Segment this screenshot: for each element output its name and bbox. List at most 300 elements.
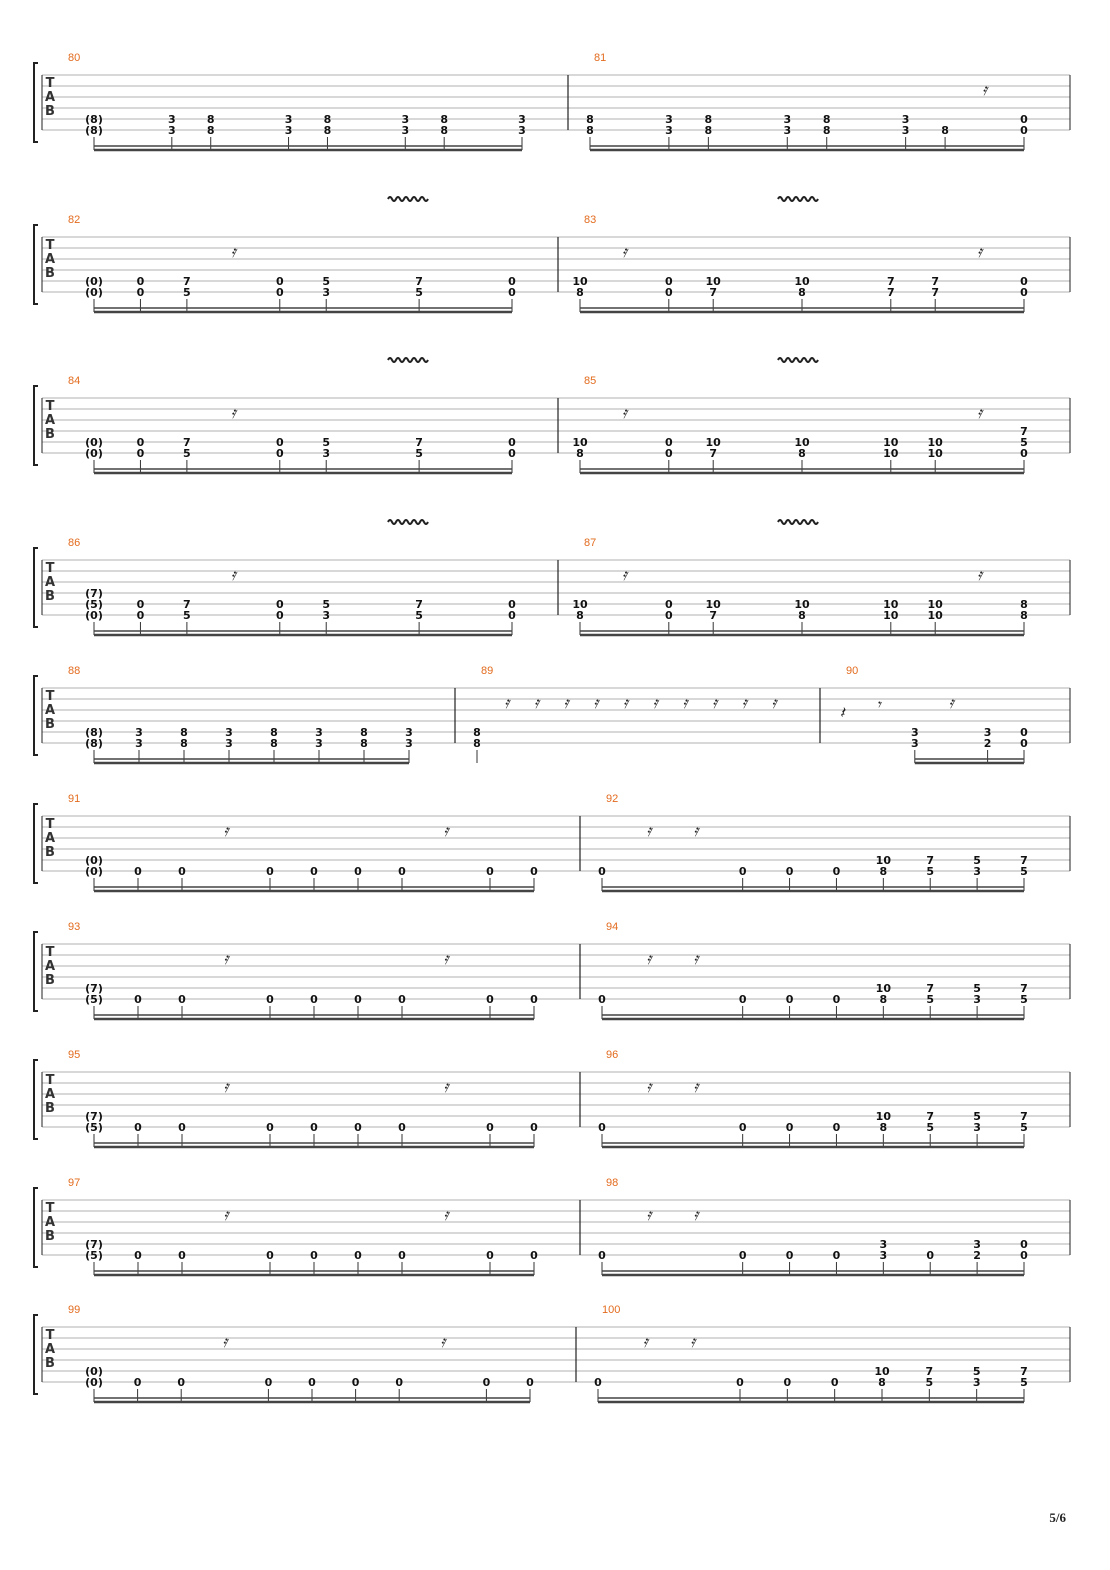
- tab-letter: B: [45, 845, 55, 860]
- fret-number: 7: [1020, 1110, 1028, 1123]
- fret-number: 3: [983, 726, 992, 739]
- fret-number: 8: [941, 124, 949, 137]
- fret-number: 8: [1020, 609, 1028, 622]
- fret-number: 7: [1020, 854, 1028, 867]
- fret-number: 3: [910, 737, 919, 750]
- system-bracket: [34, 1060, 38, 1139]
- fret-number: 0: [832, 865, 841, 878]
- fret-number: 0: [508, 598, 516, 611]
- vibrato-mark: [388, 520, 428, 524]
- tab-letter: B: [45, 266, 55, 281]
- fret-number: 5: [972, 1365, 981, 1378]
- fret-number: 7: [415, 436, 423, 449]
- sixteenth-rest: 𝄿: [646, 1205, 652, 1224]
- fret-number: 0: [785, 1121, 794, 1134]
- fret-number: 3: [167, 124, 176, 137]
- system-bracket: [34, 1188, 38, 1267]
- measure-number: 100: [602, 1304, 621, 1316]
- measure-number: 84: [68, 375, 81, 387]
- fret-number: 8: [270, 737, 278, 750]
- fret-number: 0: [308, 1376, 316, 1389]
- tab-letter: B: [45, 427, 55, 442]
- fret-number: 10: [875, 1110, 891, 1123]
- measure: [68, 1304, 534, 1402]
- sixteenth-rest: 𝄿: [230, 565, 236, 584]
- measure-number: 83: [584, 214, 597, 226]
- measure-number: 91: [68, 793, 81, 805]
- fret-number: 0: [664, 609, 673, 622]
- measure: [68, 1177, 538, 1275]
- fret-number: 8: [704, 113, 713, 126]
- sixteenth-rest: 𝄿: [440, 1332, 446, 1351]
- sixteenth-rest: 𝄿: [977, 242, 983, 261]
- fret-number: 8: [180, 737, 188, 750]
- fret-number: (5): [85, 993, 103, 1006]
- fret-number: (0): [85, 865, 103, 878]
- tab-letter: T: [45, 1073, 55, 1088]
- fret-number: 0: [1020, 275, 1028, 288]
- fret-number: 8: [798, 609, 806, 622]
- fret-number: 2: [983, 737, 992, 750]
- tab-letter: A: [44, 1215, 56, 1230]
- tab-letter: A: [44, 1342, 56, 1357]
- tab-letter: B: [45, 589, 55, 604]
- measure-number: 89: [481, 665, 494, 677]
- measure-number: 95: [68, 1049, 81, 1061]
- fret-number: (8): [85, 737, 103, 750]
- system-bracket: [34, 1315, 38, 1394]
- fret-number: 0: [398, 1249, 406, 1262]
- tab-letter: B: [45, 1229, 55, 1244]
- fret-number: 5: [926, 1121, 935, 1134]
- fret-number: (7): [85, 982, 103, 995]
- fret-number: 3: [284, 113, 293, 126]
- fret-number: 7: [1020, 425, 1028, 438]
- fret-number: 8: [879, 865, 888, 878]
- fret-number: 0: [266, 1249, 274, 1262]
- fret-number: 5: [183, 286, 191, 299]
- fret-number: 7: [926, 854, 935, 867]
- fret-number: 3: [135, 726, 143, 739]
- fret-number: 5: [926, 865, 935, 878]
- fret-number: 5: [973, 854, 981, 867]
- fret-number: 3: [401, 113, 410, 126]
- measure-number: 97: [68, 1177, 81, 1189]
- fret-number: 10: [927, 447, 943, 460]
- fret-number: 3: [901, 124, 910, 137]
- sixteenth-rest: 𝄿: [563, 693, 569, 712]
- fret-number: 8: [206, 124, 215, 137]
- measure-number: 92: [606, 793, 619, 805]
- fret-number: 7: [415, 275, 423, 288]
- fret-number: 10: [874, 1365, 890, 1378]
- sixteenth-rest: 𝄿: [982, 80, 987, 99]
- fret-number: 7: [709, 286, 718, 299]
- fret-number: 0: [598, 993, 606, 1006]
- fret-number: 3: [973, 1238, 981, 1251]
- fret-number: 0: [738, 865, 747, 878]
- measure: [68, 665, 413, 763]
- tab-letter: A: [44, 90, 56, 105]
- fret-number: (5): [85, 598, 103, 611]
- measure-number: 82: [68, 214, 81, 226]
- tab-letter: B: [45, 717, 55, 732]
- fret-number: (0): [85, 609, 103, 622]
- fret-number: 0: [738, 993, 747, 1006]
- sixteenth-rest: 𝄿: [623, 693, 628, 712]
- fret-number: 8: [576, 447, 584, 460]
- fret-number: 3: [405, 737, 413, 750]
- fret-number: 0: [785, 865, 794, 878]
- fret-number: 3: [322, 447, 331, 460]
- fret-number: 0: [598, 865, 606, 878]
- fret-number: 3: [518, 113, 526, 126]
- fret-number: 0: [926, 1249, 935, 1262]
- fret-number: 7: [415, 598, 423, 611]
- sixteenth-rest: 𝄿: [682, 693, 688, 712]
- tab-letter: B: [45, 104, 55, 119]
- fret-number: 0: [178, 1121, 186, 1134]
- fret-number: 0: [530, 993, 538, 1006]
- fret-number: 3: [322, 286, 331, 299]
- fret-number: 0: [486, 1121, 494, 1134]
- fret-number: 10: [927, 436, 943, 449]
- system-bracket: [34, 676, 38, 755]
- fret-number: 3: [910, 726, 919, 739]
- page-number: 5/6: [1049, 1510, 1066, 1525]
- fret-number: 0: [398, 993, 406, 1006]
- fret-number: 3: [518, 124, 526, 137]
- fret-number: 10: [794, 275, 810, 288]
- fret-number: 0: [508, 436, 516, 449]
- fret-number: 0: [486, 1249, 494, 1262]
- fret-number: 10: [572, 275, 588, 288]
- sixteenth-rest: 𝄿: [621, 242, 627, 261]
- fret-number: 3: [405, 726, 413, 739]
- fret-number: 0: [1020, 113, 1028, 126]
- fret-number: 8: [473, 726, 481, 739]
- fret-number: 0: [785, 1249, 794, 1262]
- fret-number: 0: [738, 1121, 747, 1134]
- fret-number: 0: [832, 993, 841, 1006]
- fret-number: (7): [85, 1238, 103, 1251]
- measure: [68, 375, 516, 473]
- fret-number: 0: [275, 275, 284, 288]
- sixteenth-rest: 𝄿: [977, 403, 983, 422]
- fret-number: 0: [134, 1249, 142, 1262]
- vibrato-mark: [778, 197, 818, 201]
- fret-number: 8: [879, 1121, 888, 1134]
- fret-number: 0: [133, 1376, 142, 1389]
- tab-system: [34, 1177, 1070, 1275]
- sixteenth-rest: 𝄿: [533, 693, 539, 712]
- fret-number: 10: [883, 609, 899, 622]
- measure-number: 94: [606, 921, 619, 933]
- fret-number: 0: [310, 1249, 318, 1262]
- fret-number: (7): [85, 1110, 103, 1123]
- tab-system: [34, 520, 1070, 635]
- sixteenth-rest: 𝄿: [771, 693, 777, 712]
- fret-number: 8: [270, 726, 278, 739]
- fret-number: (0): [85, 854, 103, 867]
- fret-number: 3: [665, 124, 673, 137]
- fret-number: 8: [798, 447, 806, 460]
- fret-number: 5: [415, 286, 423, 299]
- fret-number: 0: [508, 447, 516, 460]
- fret-number: 3: [401, 124, 410, 137]
- fret-number: 8: [822, 113, 831, 126]
- vibrato-mark: [388, 358, 428, 362]
- fret-number: 0: [785, 993, 794, 1006]
- fret-number: 10: [927, 609, 943, 622]
- system-bracket: [34, 225, 38, 304]
- fret-number: 0: [354, 993, 362, 1006]
- tab-system: [34, 358, 1070, 473]
- tab-system: [34, 921, 1070, 1019]
- fret-number: 0: [530, 1121, 538, 1134]
- fret-number: 0: [266, 1121, 274, 1134]
- fret-number: 8: [576, 286, 584, 299]
- fret-number: 0: [832, 1249, 841, 1262]
- fret-number: 0: [275, 286, 284, 299]
- fret-number: 10: [794, 436, 810, 449]
- measure: [572, 375, 1028, 473]
- fret-number: 3: [973, 865, 981, 878]
- fret-number: 8: [704, 124, 713, 137]
- fret-number: 0: [594, 1376, 602, 1389]
- fret-number: (0): [85, 1365, 103, 1378]
- tab-letter: B: [45, 1356, 55, 1371]
- fret-number: 0: [266, 865, 274, 878]
- fret-number: 3: [225, 726, 233, 739]
- fret-number: 8: [1020, 598, 1028, 611]
- fret-number: 3: [225, 737, 233, 750]
- fret-number: 10: [883, 598, 899, 611]
- tab-letter: T: [45, 817, 55, 832]
- measure-number: 93: [68, 921, 81, 933]
- fret-number: 7: [925, 1365, 934, 1378]
- system-bracket: [34, 804, 38, 883]
- sixteenth-rest: 𝄿: [443, 1205, 449, 1224]
- fret-number: 3: [879, 1238, 888, 1251]
- fret-number: 7: [183, 436, 191, 449]
- sixteenth-rest: 𝄿: [741, 693, 747, 712]
- tab-system: [34, 1304, 1070, 1402]
- fret-number: 0: [136, 609, 145, 622]
- sixteenth-rest: 𝄿: [223, 1077, 229, 1096]
- tab-letter: T: [45, 1328, 55, 1343]
- tab-system: [34, 665, 1070, 763]
- measure-number: 81: [594, 52, 607, 64]
- fret-number: 0: [738, 1249, 747, 1262]
- fret-number: 0: [177, 1376, 186, 1389]
- fret-number: 0: [178, 993, 186, 1006]
- fret-number: 0: [134, 1121, 142, 1134]
- tab-letter: T: [45, 689, 55, 704]
- measure: [598, 793, 1028, 891]
- sixteenth-rest: 𝄿: [230, 242, 236, 261]
- measure: [586, 52, 1028, 150]
- measure: [68, 1049, 538, 1147]
- fret-number: 0: [1020, 1249, 1028, 1262]
- measure: [840, 665, 1029, 763]
- fret-number: 10: [883, 436, 899, 449]
- measure: [572, 537, 1027, 635]
- fret-number: 7: [1020, 982, 1028, 995]
- sixteenth-rest: 𝄿: [443, 949, 449, 968]
- sixteenth-rest: 𝄿: [652, 693, 658, 712]
- measure: [473, 665, 778, 763]
- fret-number: (5): [85, 1121, 103, 1134]
- fret-number: 8: [206, 113, 215, 126]
- fret-number: 7: [709, 609, 718, 622]
- fret-number: 5: [183, 447, 191, 460]
- fret-number: 8: [586, 113, 594, 126]
- fret-number: 7: [1020, 1365, 1028, 1378]
- measure-number: 86: [68, 537, 81, 549]
- fret-number: (8): [85, 726, 103, 739]
- fret-number: 0: [351, 1376, 360, 1389]
- fret-number: 0: [598, 1121, 606, 1134]
- fret-number: 3: [315, 737, 323, 750]
- fret-number: 0: [664, 286, 673, 299]
- fret-number: 0: [136, 447, 145, 460]
- fret-number: 0: [178, 1249, 186, 1262]
- fret-number: 10: [705, 436, 721, 449]
- sixteenth-rest: 𝄿: [223, 1205, 229, 1224]
- fret-number: 0: [832, 1121, 841, 1134]
- sixteenth-rest: 𝄿: [642, 1332, 648, 1351]
- fret-number: (7): [85, 587, 103, 600]
- fret-number: 5: [415, 609, 423, 622]
- fret-number: (0): [85, 436, 103, 449]
- fret-number: 7: [926, 1110, 935, 1123]
- sixteenth-rest: 𝄿: [693, 949, 699, 968]
- sixteenth-rest: 𝄿: [621, 565, 627, 584]
- fret-number: 7: [931, 286, 940, 299]
- fret-number: 5: [1020, 1121, 1028, 1134]
- fret-number: 0: [178, 865, 186, 878]
- fret-number: 0: [508, 275, 516, 288]
- measure: [598, 1049, 1028, 1147]
- measure: [572, 214, 1028, 312]
- fret-number: 0: [134, 865, 142, 878]
- fret-number: 0: [275, 436, 284, 449]
- fret-number: 5: [415, 447, 423, 460]
- fret-number: 0: [398, 865, 406, 878]
- fret-number: 0: [275, 609, 284, 622]
- fret-number: 3: [783, 124, 792, 137]
- fret-number: 10: [875, 854, 891, 867]
- fret-number: 0: [482, 1376, 491, 1389]
- fret-number: 0: [1020, 1238, 1028, 1251]
- fret-number: 8: [440, 124, 449, 137]
- fret-number: 0: [310, 1121, 318, 1134]
- measure: [68, 214, 516, 312]
- tab-letter: T: [45, 238, 55, 253]
- vibrato-mark: [388, 197, 428, 201]
- quarter-rest: 𝄽: [839, 703, 845, 722]
- sixteenth-rest: 𝄿: [504, 693, 510, 712]
- measure: [68, 921, 538, 1019]
- fret-number: 8: [879, 993, 888, 1006]
- fret-number: 0: [1020, 726, 1028, 739]
- fret-number: 10: [927, 598, 943, 611]
- fret-number: (0): [85, 275, 103, 288]
- fret-number: (0): [85, 447, 103, 460]
- fret-number: 3: [973, 1121, 981, 1134]
- fret-number: 3: [322, 609, 331, 622]
- fret-number: 5: [322, 598, 331, 611]
- fret-number: 0: [1020, 447, 1028, 460]
- fret-number: 3: [315, 726, 323, 739]
- fret-number: 7: [886, 286, 895, 299]
- fret-number: 7: [183, 598, 191, 611]
- fret-number: 0: [830, 1376, 839, 1389]
- fret-number: 0: [526, 1376, 534, 1389]
- fret-number: 0: [664, 447, 673, 460]
- tab-system: [34, 197, 1070, 312]
- fret-number: 10: [794, 598, 810, 611]
- fret-number: 0: [134, 993, 142, 1006]
- sixteenth-rest: 𝄿: [646, 949, 652, 968]
- fret-number: 0: [354, 1121, 362, 1134]
- fret-number: 3: [167, 113, 176, 126]
- fret-number: 0: [136, 286, 145, 299]
- fret-number: 7: [709, 447, 718, 460]
- fret-number: (8): [85, 113, 103, 126]
- fret-number: 7: [931, 275, 940, 288]
- fret-number: 5: [1020, 1376, 1028, 1389]
- tab-letter: T: [45, 76, 55, 91]
- sixteenth-rest: 𝄿: [443, 1077, 449, 1096]
- fret-number: (5): [85, 1249, 103, 1262]
- fret-number: 0: [275, 598, 284, 611]
- measure-number: 88: [68, 665, 81, 677]
- fret-number: 0: [664, 275, 673, 288]
- fret-number: 8: [360, 726, 368, 739]
- fret-number: 0: [530, 865, 538, 878]
- fret-number: 0: [598, 1249, 606, 1262]
- sixteenth-rest: 𝄿: [646, 821, 652, 840]
- fret-number: 0: [1020, 286, 1028, 299]
- fret-number: 8: [323, 113, 332, 126]
- fret-number: 0: [1020, 737, 1028, 750]
- fret-number: 0: [136, 275, 145, 288]
- fret-number: 5: [973, 982, 981, 995]
- fret-number: 0: [664, 436, 673, 449]
- fret-number: 8: [878, 1376, 886, 1389]
- sixteenth-rest: 𝄿: [693, 821, 699, 840]
- measure: [68, 793, 538, 891]
- fret-number: 7: [886, 275, 895, 288]
- fret-number: 7: [183, 275, 191, 288]
- fret-number: 5: [322, 275, 331, 288]
- tab-letter: B: [45, 973, 55, 988]
- sixteenth-rest: 𝄿: [223, 949, 229, 968]
- fret-number: 3: [901, 113, 910, 126]
- system-bracket: [34, 63, 38, 142]
- tab-letter: A: [44, 703, 56, 718]
- fret-number: 8: [822, 124, 831, 137]
- fret-number: 8: [798, 286, 806, 299]
- tab-system: [34, 1049, 1070, 1147]
- tab-letter: T: [45, 399, 55, 414]
- fret-number: 0: [1020, 124, 1028, 137]
- measure: [68, 537, 516, 635]
- tab-letter: A: [44, 575, 56, 590]
- measure-number: 98: [606, 1177, 619, 1189]
